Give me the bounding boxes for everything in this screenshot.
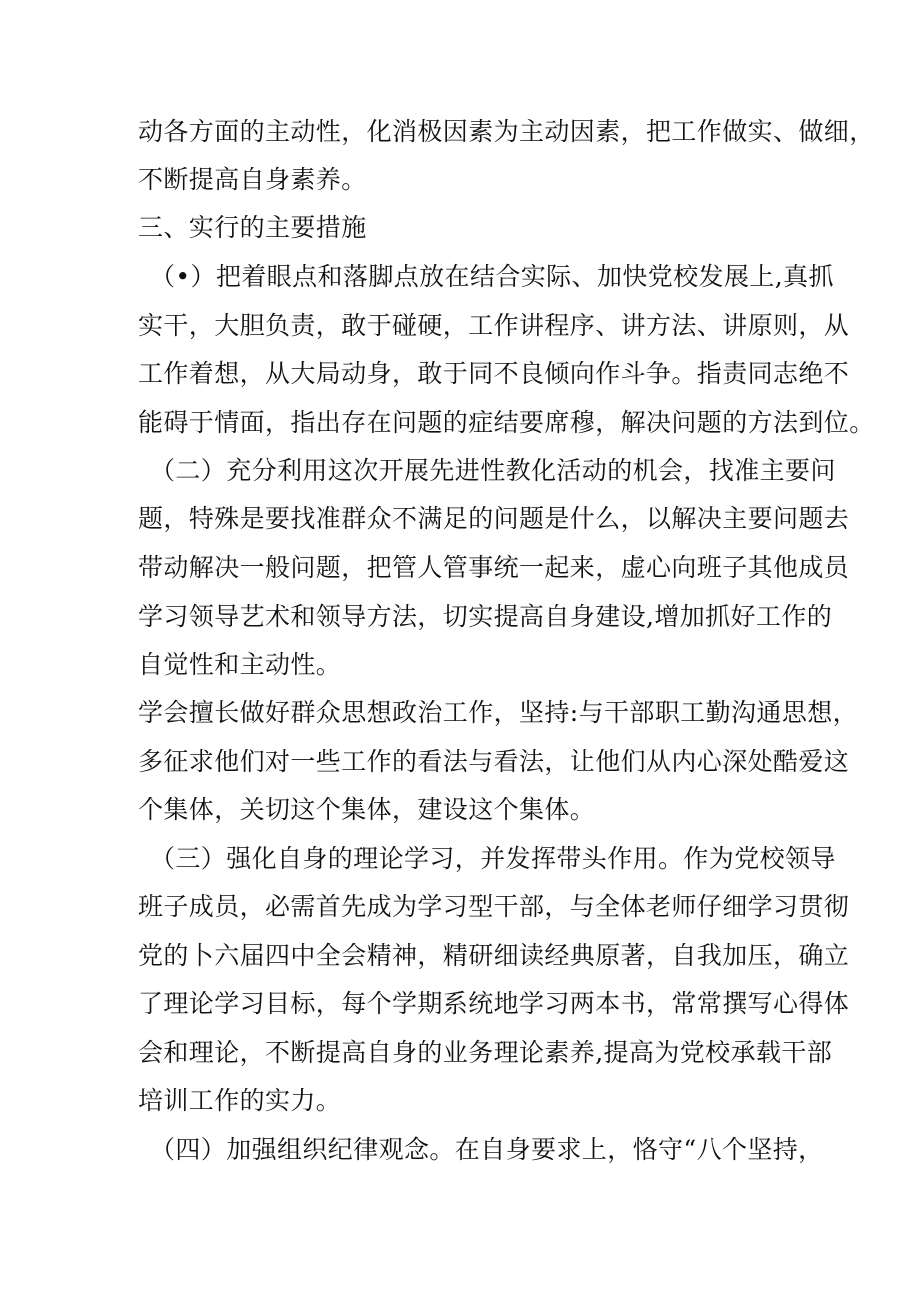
text-line: 个集体，关切这个集体，建设这个集体。: [138, 795, 596, 824]
paragraph-first-line: （三）强化自身的理论学习，并发挥带头作用。作为党校领导: [150, 844, 836, 873]
text-line: 学习领导艺术和领导方法，切实提高自身建设,增加抓好工作的: [138, 602, 833, 631]
text-line: 动各方面的主动性，化消极因素为主动因素，把工作做实、做细，: [138, 117, 875, 146]
text-line: 不断提高自身素养。: [138, 165, 367, 194]
text-line: 班子成员，必需首先成为学习型干部，与全体老师仔细学习贯彻: [138, 892, 850, 921]
paragraph-first-line: （四）加强组织纪律观念。在自身要求上，恪守“八个坚持，: [150, 1135, 824, 1164]
text-line: 党的卜六届四中全会精神，精研细读经典原著，自我加压，确立: [138, 941, 850, 970]
text-line: 题，特殊是要找准群众不满足的问题是什么，以解决主要问题去: [138, 504, 850, 533]
paragraph-first-line: （二）充分利用这次开展先进性教化活动的机会，找准主要问: [150, 456, 836, 485]
paragraph-first-line: （•）把着眼点和落脚点放在结合实际、加快党校发展上,真抓: [150, 262, 834, 291]
text-line: 了理论学习目标，每个学期系统地学习两本书，常常撰写心得体: [138, 989, 850, 1018]
text-line: 会和理论，不断提高自身的业务理论素养,提高为党校承载干部: [138, 1038, 833, 1067]
text-line: 能碍于情面，指出存在问题的症结要席穆，解决问题的方法到位。: [138, 408, 875, 437]
text-line: 多征求他们对一些工作的看法与看法，让他们从内心深处酷爱这: [138, 747, 850, 776]
paragraph-first-line: 学会擅长做好群众思想政治工作，坚持:与干部职工勤沟通思想，: [138, 698, 859, 727]
text-line: 培训工作的实力。: [138, 1086, 342, 1115]
text-line: 工作着想，从大局动身，敢于同不良倾向作斗争。指责同志绝不: [138, 359, 850, 388]
text-line: 带动解决一般问题，把管人管事统一起来，虚心向班子其他成员: [138, 553, 850, 582]
text-line: 自觉性和主动性。: [138, 650, 342, 679]
section-heading: 三、实行的主要措施: [138, 213, 367, 242]
text-line: 实干，大胆负责，敢于碰硬，工作讲程序、讲方法、讲原则，从: [138, 311, 850, 340]
